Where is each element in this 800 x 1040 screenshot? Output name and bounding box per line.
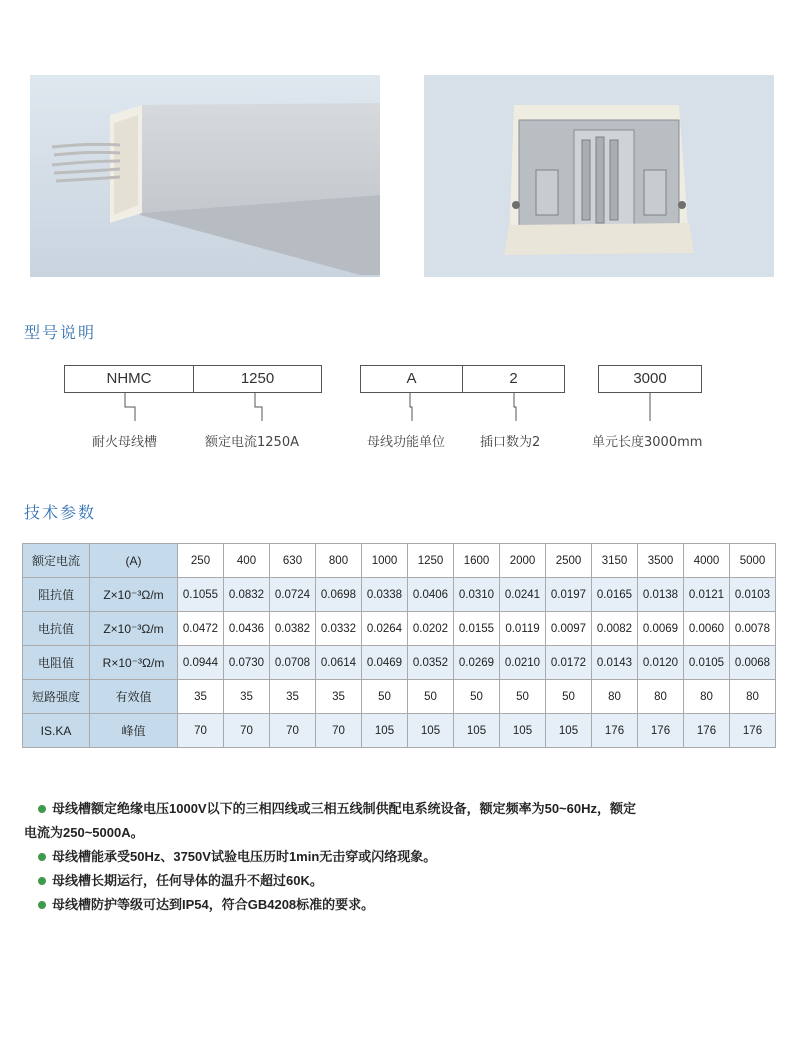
row-unit: R×10⁻³Ω/m [90,646,178,680]
row-label: 阻抗值 [23,578,90,612]
table-cell: 35 [316,680,362,714]
table-cell: 0.0332 [316,612,362,646]
note-item [24,893,764,917]
table-cell: 0.0436 [224,612,270,646]
model-code-group-3 [598,365,702,393]
feature-notes [24,797,764,917]
table-cell: 50 [408,680,454,714]
table-cell: 4000 [684,544,730,578]
table-cell: 0.0338 [362,578,408,612]
note-item [24,797,764,821]
bullet-dot-icon [38,877,46,885]
table-cell: 0.0060 [684,612,730,646]
resistance-row [23,646,776,680]
model-code-group-1 [64,365,322,393]
table-cell: 80 [684,680,730,714]
table-cell: 80 [730,680,776,714]
bullet-dot-icon [38,853,46,861]
short-circuit-peak-row [23,714,776,748]
table-cell: 2000 [500,544,546,578]
table-cell: 0.0172 [546,646,592,680]
table-cell: 80 [638,680,684,714]
impedance-row [23,578,776,612]
table-cell: 35 [270,680,316,714]
table-cell: 0.0068 [730,646,776,680]
table-cell: 80 [592,680,638,714]
model-code-group-2 [360,365,565,393]
caption-rated-current: 额定电流1250A [205,435,299,450]
table-cell: 400 [224,544,270,578]
busway-joint-photo [424,75,774,277]
caption-fire-resistant-busway: 耐火母线槽 [92,435,158,450]
row-label: 额定电流 [23,544,90,578]
table-cell: 2500 [546,544,592,578]
table-cell: 0.0143 [592,646,638,680]
table-cell: 0.0944 [178,646,224,680]
table-cell: 105 [362,714,408,748]
table-cell: 50 [546,680,592,714]
table-cell: 0.0103 [730,578,776,612]
table-cell: 0.0310 [454,578,500,612]
table-cell: 50 [500,680,546,714]
table-cell: 0.0269 [454,646,500,680]
row-unit: Z×10⁻³Ω/m [90,612,178,646]
row-unit: 有效值 [90,680,178,714]
row-label: 电阻值 [23,646,90,680]
note-text: 母线槽额定绝缘电压1000V以下的三相四线或三相五线制供配电系统设备，额定频率为50~60Hz，额定 [52,801,636,816]
note-continuation: 电流为250~5000A。 [24,825,144,840]
table-cell: 0.0698 [316,578,362,612]
table-cell: 0.0708 [270,646,316,680]
row-label: IS.KA [23,714,90,748]
table-cell: 0.0105 [684,646,730,680]
table-cell: 0.0241 [500,578,546,612]
table-cell: 0.0202 [408,612,454,646]
table-cell: 176 [592,714,638,748]
bullet-dot-icon [38,901,46,909]
table-cell: 630 [270,544,316,578]
table-cell: 3500 [638,544,684,578]
note-item [24,845,764,869]
row-unit: Z×10⁻³Ω/m [90,578,178,612]
tech-section-title: 技术参数 [24,503,97,522]
table-cell: 50 [362,680,408,714]
table-cell: 0.0352 [408,646,454,680]
table-cell: 0.0069 [638,612,684,646]
table-cell: 0.0614 [316,646,362,680]
table-cell: 105 [454,714,500,748]
table-cell: 250 [178,544,224,578]
table-cell: 0.0406 [408,578,454,612]
table-cell: 105 [408,714,454,748]
model-series-box: NHMC [65,366,194,392]
row-label: 短路强度 [23,680,90,714]
table-cell: 0.0165 [592,578,638,612]
table-cell: 0.0210 [500,646,546,680]
table-cell: 0.0078 [730,612,776,646]
model-function-box: A [361,366,463,392]
tech-parameter-table [22,543,776,748]
model-connector-lines [0,393,800,423]
table-cell: 35 [224,680,270,714]
model-current-box: 1250 [240,370,275,387]
table-cell: 0.0197 [546,578,592,612]
table-cell: 50 [454,680,500,714]
table-cell: 3150 [592,544,638,578]
row-unit: (A) [90,544,178,578]
table-cell: 5000 [730,544,776,578]
short-circuit-rms-row [23,680,776,714]
note-text: 母线槽能承受50Hz、3750V试验电压历时1min无击穿或闪络现象。 [52,849,437,864]
row-unit: 峰值 [90,714,178,748]
reactance-row [23,612,776,646]
table-cell: 105 [546,714,592,748]
table-cell: 176 [638,714,684,748]
table-cell: 0.0138 [638,578,684,612]
caption-unit-length: 单元长度3000mm [592,435,703,450]
model-outlets-box: 2 [509,370,518,387]
table-cell: 70 [270,714,316,748]
table-cell: 0.0082 [592,612,638,646]
table-cell: 0.0382 [270,612,316,646]
table-cell: 0.0155 [454,612,500,646]
bullet-dot-icon [38,805,46,813]
table-cell: 1000 [362,544,408,578]
table-cell: 176 [730,714,776,748]
table-cell: 0.0120 [638,646,684,680]
table-cell: 0.0264 [362,612,408,646]
table-cell: 0.0472 [178,612,224,646]
note-text: 母线槽长期运行，任何导体的温升不超过60K。 [52,873,323,888]
table-cell: 0.0724 [270,578,316,612]
rated-current-row [23,544,776,578]
note-item [24,869,764,893]
caption-outlet-count: 插口数为2 [480,435,541,450]
table-cell: 0.0121 [684,578,730,612]
table-cell: 105 [500,714,546,748]
row-label: 电抗值 [23,612,90,646]
busway-product-photo [30,75,380,277]
table-cell: 1600 [454,544,500,578]
note-text: 母线槽防护等级可达到IP54，符合GB4208标准的要求。 [52,897,375,912]
table-cell: 0.1055 [178,578,224,612]
caption-function-unit: 母线功能单位 [367,435,446,450]
table-cell: 0.0119 [500,612,546,646]
model-length-box: 3000 [633,370,667,387]
table-cell: 0.0469 [362,646,408,680]
table-cell: 35 [178,680,224,714]
table-cell: 176 [684,714,730,748]
table-cell: 70 [178,714,224,748]
model-section-title: 型号说明 [24,323,97,342]
table-cell: 0.0832 [224,578,270,612]
table-cell: 0.0097 [546,612,592,646]
table-cell: 1250 [408,544,454,578]
table-cell: 800 [316,544,362,578]
table-cell: 70 [316,714,362,748]
table-cell: 70 [224,714,270,748]
table-cell: 0.0730 [224,646,270,680]
